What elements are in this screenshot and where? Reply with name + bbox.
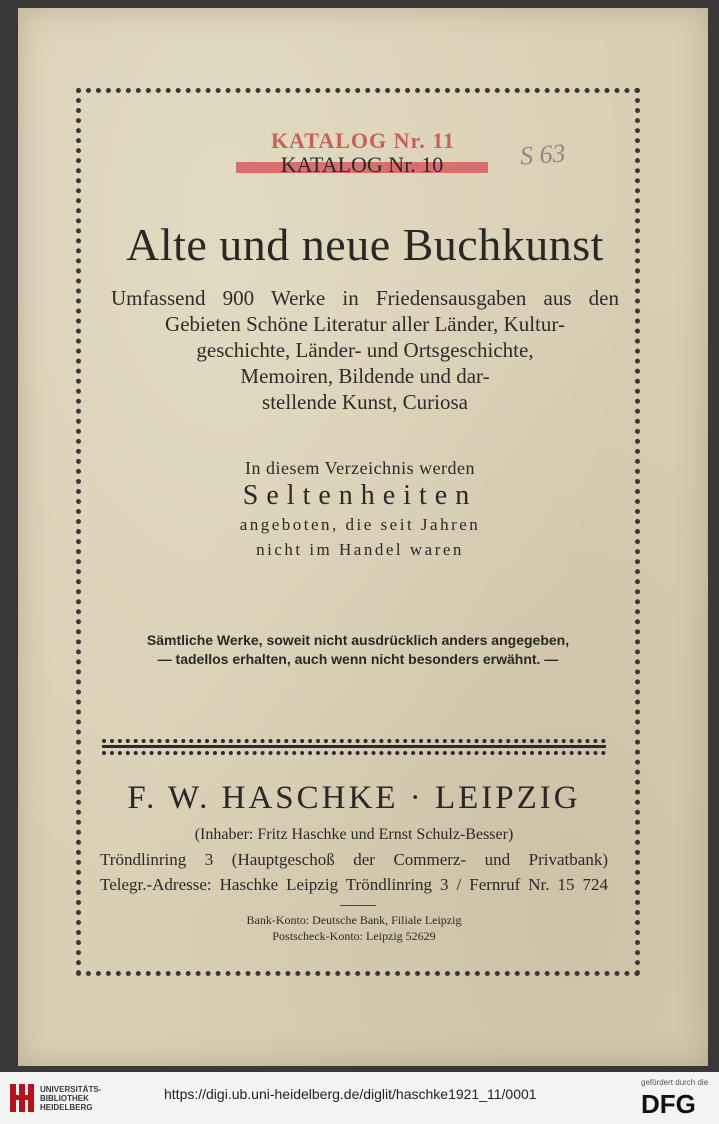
rarities-intro: In diesem Verzeichnis werden: [244, 458, 476, 478]
publisher-name: F. W. HASCHKE · LEIPZIG: [127, 780, 581, 816]
publisher-owners: (Inhaber: Fritz Haschke und Ernst Schulz-Besser): [194, 826, 514, 843]
condition-notice-line: Sämtliche Werke, soweit nicht ausdrücklich anders angegeben,: [146, 632, 570, 648]
publisher-address: Tröndlinring 3 (Hauptgeschoß der Commerz- und Privatbank): [100, 850, 608, 869]
library-line: BIBLIOTHEK: [40, 1094, 89, 1103]
permalink-url[interactable]: https://digi.ub.uni-heidelberg.de/diglit/haschke1921_11/0001: [164, 1086, 537, 1102]
university-library-logo-icon: [8, 1082, 36, 1114]
library-line: UNIVERSITÄTS-: [40, 1085, 102, 1094]
publisher-telegram: Telegr.-Adresse: Haschke Leipzig Tröndlinring 3 / Fernruf Nr. 15 724: [100, 875, 608, 894]
description-line: geschichte, Länder- und Ortsgeschichte,: [196, 338, 534, 362]
library-logo-text: [40, 1085, 101, 1112]
funding-note: gefördert durch die: [641, 1078, 709, 1087]
catalog-title: Alte und neue Buchkunst: [126, 219, 604, 270]
rarities-line: nicht im Handel waren: [256, 540, 464, 559]
description-line: Memoiren, Bildende und dar-: [240, 364, 490, 388]
rarities-heading: Seltenheiten: [242, 480, 478, 511]
library-line: HEIDELBERG: [40, 1103, 93, 1112]
ornamental-rule: [102, 739, 606, 743]
ornamental-rule: [102, 745, 606, 748]
struck-catalog-number: KATALOG Nr. 10: [280, 152, 444, 177]
bank-account: Bank-Konto: Deutsche Bank, Filiale Leipzig: [246, 913, 462, 927]
catalog-number-stamp: KATALOG Nr. 11: [270, 128, 456, 153]
dfg-logo: DFG: [641, 1089, 696, 1119]
divider: [340, 905, 376, 906]
condition-notice-line: — tadellos erhalten, auch wenn nicht besonders erwähnt. —: [157, 651, 559, 667]
viewer-footer: [0, 1072, 719, 1124]
description-line: Umfassend 900 Werke in Friedensausgaben aus den: [111, 286, 619, 310]
description-line: stellende Kunst, Curiosa: [262, 390, 468, 414]
ornamental-rule: [102, 751, 606, 755]
rarities-line: angeboten, die seit Jahren: [239, 515, 481, 534]
postcheck-account: Postscheck-Konto: Leipzig 52629: [272, 929, 436, 943]
description-line: Gebieten Schöne Literatur aller Länder, Kultur-: [165, 312, 565, 336]
pencil-shelfmark: S 63: [519, 138, 567, 171]
description-block: [100, 285, 630, 415]
